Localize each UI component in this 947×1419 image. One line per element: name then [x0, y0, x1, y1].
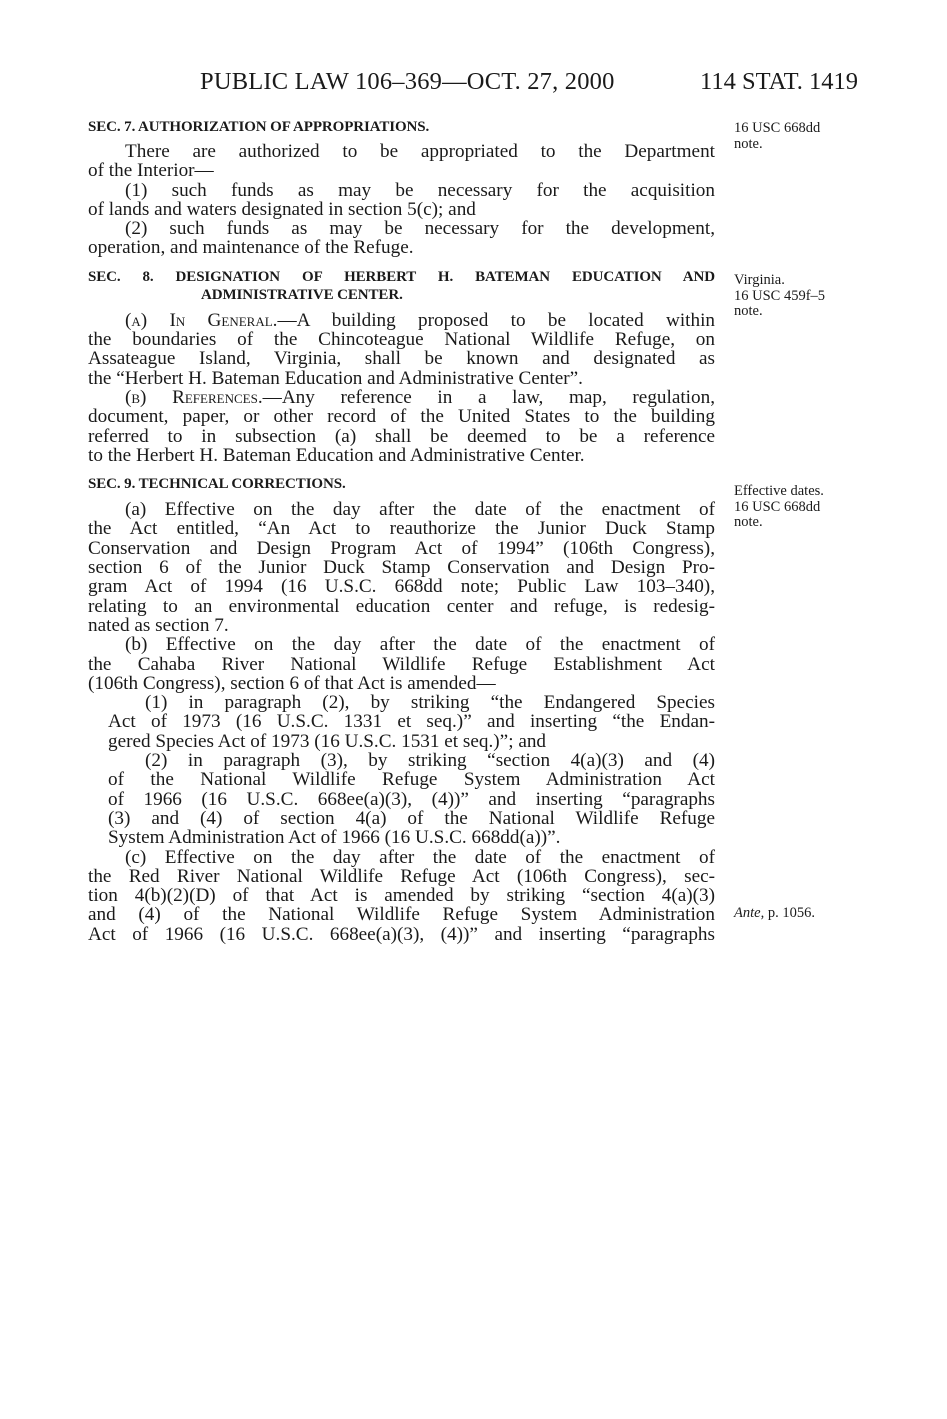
body-line: (1) in paragraph (2), by striking “the Endangered Species [145, 692, 715, 714]
body-line: (106th Congress), section 6 of that Act is amended— [88, 672, 496, 694]
ante-italic: Ante, [734, 905, 765, 921]
document-body [88, 118, 715, 944]
body-line: Conservation and Design Program Act of 1994” (106th Congress), [88, 537, 715, 559]
body-line: of the Interior— [88, 160, 214, 182]
body-line: the Act entitled, “An Act to reauthorize the Junior Duck Stamp [88, 518, 715, 540]
margin-note-line: 16 USC 668dd [734, 498, 821, 515]
body-line: relating to an environmental education center and refuge, is redesig- [88, 595, 715, 617]
margin-note-line: note. [734, 303, 763, 319]
body-line: (1) such funds as may be necessary for the acquisition [125, 179, 715, 201]
margin-note-sec9 [734, 484, 854, 531]
section-8-heading-cont: ADMINISTRATIVE CENTER. [201, 286, 403, 303]
body-line: to the Herbert H. Bateman Education and Administrative Center. [88, 444, 585, 466]
body-line: section 6 of the Junior Duck Stamp Conservation and Design Pro- [88, 557, 715, 579]
body-line [88, 311, 715, 330]
subsection-b-text: —Any reference in a law, map, regulation, [262, 386, 715, 408]
margin-note-sec8 [734, 273, 854, 320]
body-line: and (4) of the National Wildlife Refuge System Administration [88, 904, 715, 926]
margin-note-line: Virginia. [734, 272, 785, 288]
body-line: of the National Wildlife Refuge System Administration Act [108, 769, 715, 791]
body-line: operation, and maintenance of the Refuge. [88, 237, 414, 259]
margin-note-sec7 [734, 121, 854, 152]
body-line: (a) Effective on the day after the date of the enactment of [125, 499, 715, 521]
body-line: nated as section 7. [88, 614, 229, 636]
body-line: of 1966 (16 U.S.C. 668ee(a)(3), (4))” and inserting “paragraphs [108, 788, 715, 810]
margin-note-line: 16 USC 668dd [734, 120, 821, 136]
subsection-b-label: (b) References. [125, 386, 263, 408]
body-line: System Administration Act of 1966 (16 U.S.C. 668dd(a))”. [108, 827, 561, 849]
margin-note-line: 16 USC 459f–5 [734, 287, 826, 304]
body-line [88, 388, 715, 407]
body-line: gered Species Act of 1973 (16 U.S.C. 1531 et seq.)”; and [108, 730, 547, 752]
subsection-a-text: —A building proposed to be located within [277, 309, 715, 331]
margin-note-line [734, 906, 854, 922]
body-line: (2) in paragraph (3), by striking “section 4(a)(3) and (4) [145, 750, 715, 772]
body-line: gram Act of 1994 (16 U.S.C. 668dd note; Public Law 103–340), [88, 576, 715, 598]
header-stat-page: 114 STAT. 1419 [700, 68, 858, 95]
section-8-heading: SEC. 8. DESIGNATION OF HERBERT H. BATEMAN EDUCATION AND [88, 268, 715, 285]
ante-page: p. 1056. [764, 905, 815, 921]
subsection-a-label: (a) In General. [125, 309, 278, 331]
margin-note-ante [734, 906, 854, 922]
section-7-heading: SEC. 7. AUTHORIZATION OF APPROPRIATIONS. [88, 119, 430, 135]
header-law-date: PUBLIC LAW 106–369—OCT. 27, 2000 [200, 68, 615, 95]
body-line: the boundaries of the Chincoteague National Wildlife Refuge, on [88, 329, 715, 351]
body-line: (c) Effective on the day after the date of the enactment of [125, 846, 715, 868]
body-line: referred to in subsection (a) shall be deemed to be a reference [88, 425, 715, 447]
body-line: Assateague Island, Virginia, shall be known and designated as [88, 348, 715, 370]
section-9-heading: SEC. 9. TECHNICAL CORRECTIONS. [88, 476, 346, 493]
body-line: the Cahaba River National Wildlife Refuge Establishment Act [88, 653, 715, 675]
margin-note-line: Effective dates. [734, 483, 824, 499]
body-line: (2) such funds as may be necessary for the development, [125, 218, 715, 240]
body-line: tion 4(b)(2)(D) of that Act is amended by striking “section 4(a)(3) [88, 885, 715, 907]
body-line: (3) and (4) of section 4(a) of the National Wildlife Refuge [108, 807, 715, 829]
margin-note-line: note. [734, 135, 763, 152]
margin-note-line: note. [734, 514, 763, 530]
body-line: the Red River National Wildlife Refuge Act (106th Congress), sec- [88, 865, 715, 887]
body-line: There are authorized to be appropriated to the Department [125, 141, 715, 162]
body-line: the “Herbert H. Bateman Education and Administrative Center”. [88, 367, 583, 389]
body-line: document, paper, or other record of the United States to the building [88, 406, 715, 428]
body-line: Act of 1966 (16 U.S.C. 668ee(a)(3), (4))” and inserting “paragraphs [88, 923, 715, 945]
running-header [200, 68, 860, 102]
body-line: (b) Effective on the day after the date of the enactment of [125, 634, 715, 656]
body-line: Act of 1973 (16 U.S.C. 1331 et seq.)” and inserting “the Endan- [108, 711, 715, 733]
body-line: of lands and waters designated in section 5(c); and [88, 198, 476, 220]
